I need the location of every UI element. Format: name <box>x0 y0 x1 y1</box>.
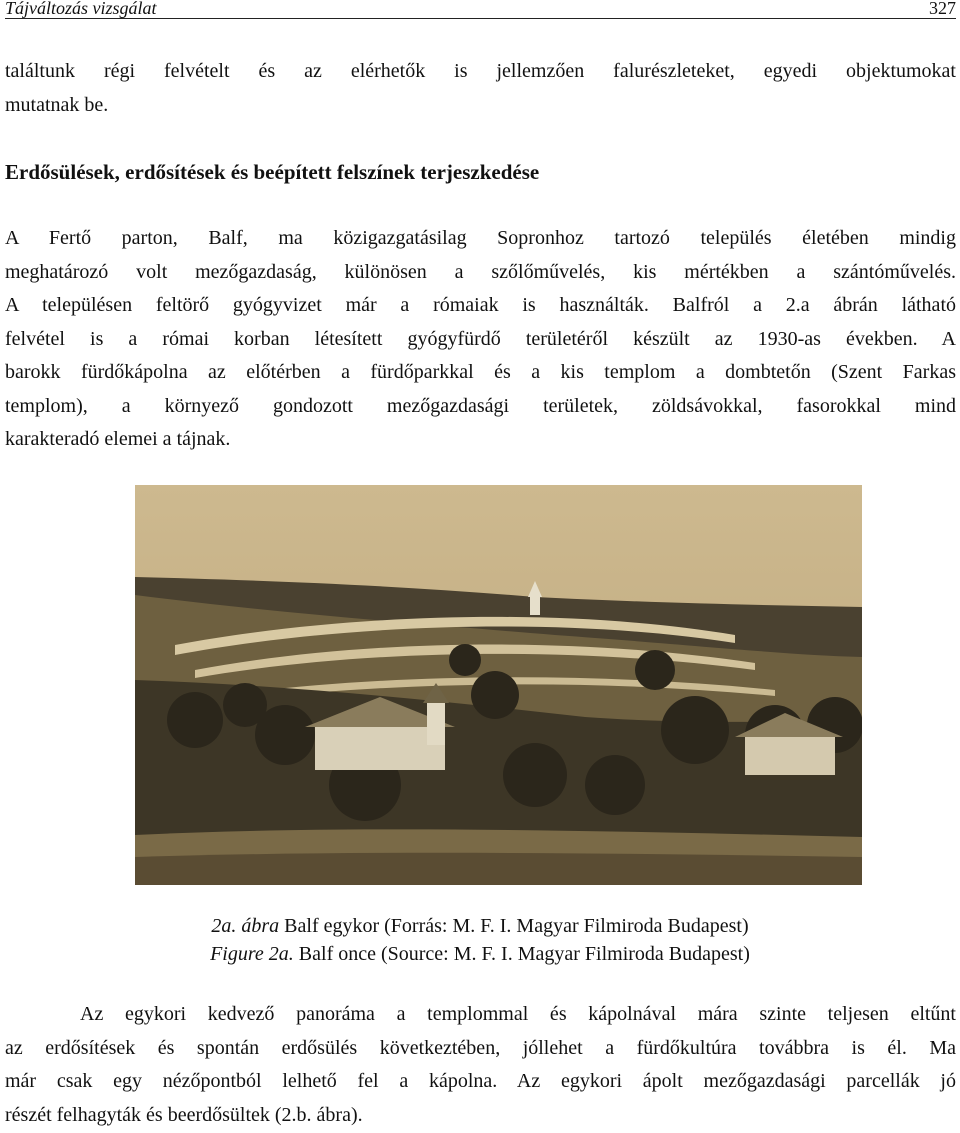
text-line: A Fertő parton, Balf, ma közigazgatásilag Sopronhoz tartozó település életében mindig <box>5 227 956 249</box>
paragraph-intro <box>5 55 956 122</box>
text-line: találtunk régi felvételt és az elérhetők is jellemzően falurészleteket, egyedi objektumokat <box>5 60 956 82</box>
figure-caption-hu <box>0 911 960 941</box>
figure-label-hu: 2a. ábra <box>211 915 280 937</box>
text-line: meghatározó volt mezőgazdaság, különösen a szőlőművelés, kis mértékben a szántóművelés. <box>5 260 956 283</box>
figure-text-en: Balf once (Source: M. F. I. Magyar Filmiroda Budapest) <box>293 943 750 965</box>
figure-caption-en <box>0 939 960 969</box>
page-number: 327 <box>929 0 956 18</box>
paragraph-balf <box>5 222 956 457</box>
landscape-photo-illustration <box>135 485 862 885</box>
text-line: karakteradó elemei a tájnak. <box>5 428 231 450</box>
text-line: templom), a környező gondozott mezőgazdasági területek, zöldsávokkal, fasorokkal mind <box>5 394 956 417</box>
figure-text-hu: Balf egykor (Forrás: M. F. I. Magyar Filmiroda Budapest) <box>279 915 749 937</box>
text-line: az erdősítések és spontán erdősülés következtében, jóllehet a fürdőkultúra továbbra is él. Ma <box>5 1036 956 1059</box>
text-line: barokk fürdőkápolna az előtérben a fürdőparkkal és a kis templom a dombtetőn (Szent Farkas <box>5 361 956 383</box>
figure-label-en: Figure 2a. <box>210 943 294 965</box>
historic-photo-balf <box>135 485 862 885</box>
text-line: részét felhagyták és beerdősültek (2.b. ábra). <box>5 1103 363 1126</box>
section-heading: Erdősülések, erdősítések és beépített felszínek terjeszkedése <box>5 160 540 184</box>
running-title: Tájváltozás vizsgálat <box>5 0 157 18</box>
paragraph-panorama <box>5 998 956 1132</box>
text-line: felvétel is a római korban létesített gyógyfürdő területéről készült az 1930-as években. A <box>5 327 956 350</box>
text-line: Az egykori kedvező panoráma a templommal és kápolnával mára szinte teljesen eltűnt <box>80 1003 956 1025</box>
text-line: A településen feltörő gyógyvizet már a rómaiak is használták. Balfról a 2.a ábrán látható <box>5 294 956 316</box>
text-line: mutatnak be. <box>5 93 109 116</box>
running-header <box>5 0 956 19</box>
text-line: már csak egy nézőpontból lelhető fel a kápolna. Az egykori ápolt mezőgazdasági parcellák jó <box>5 1070 956 1092</box>
